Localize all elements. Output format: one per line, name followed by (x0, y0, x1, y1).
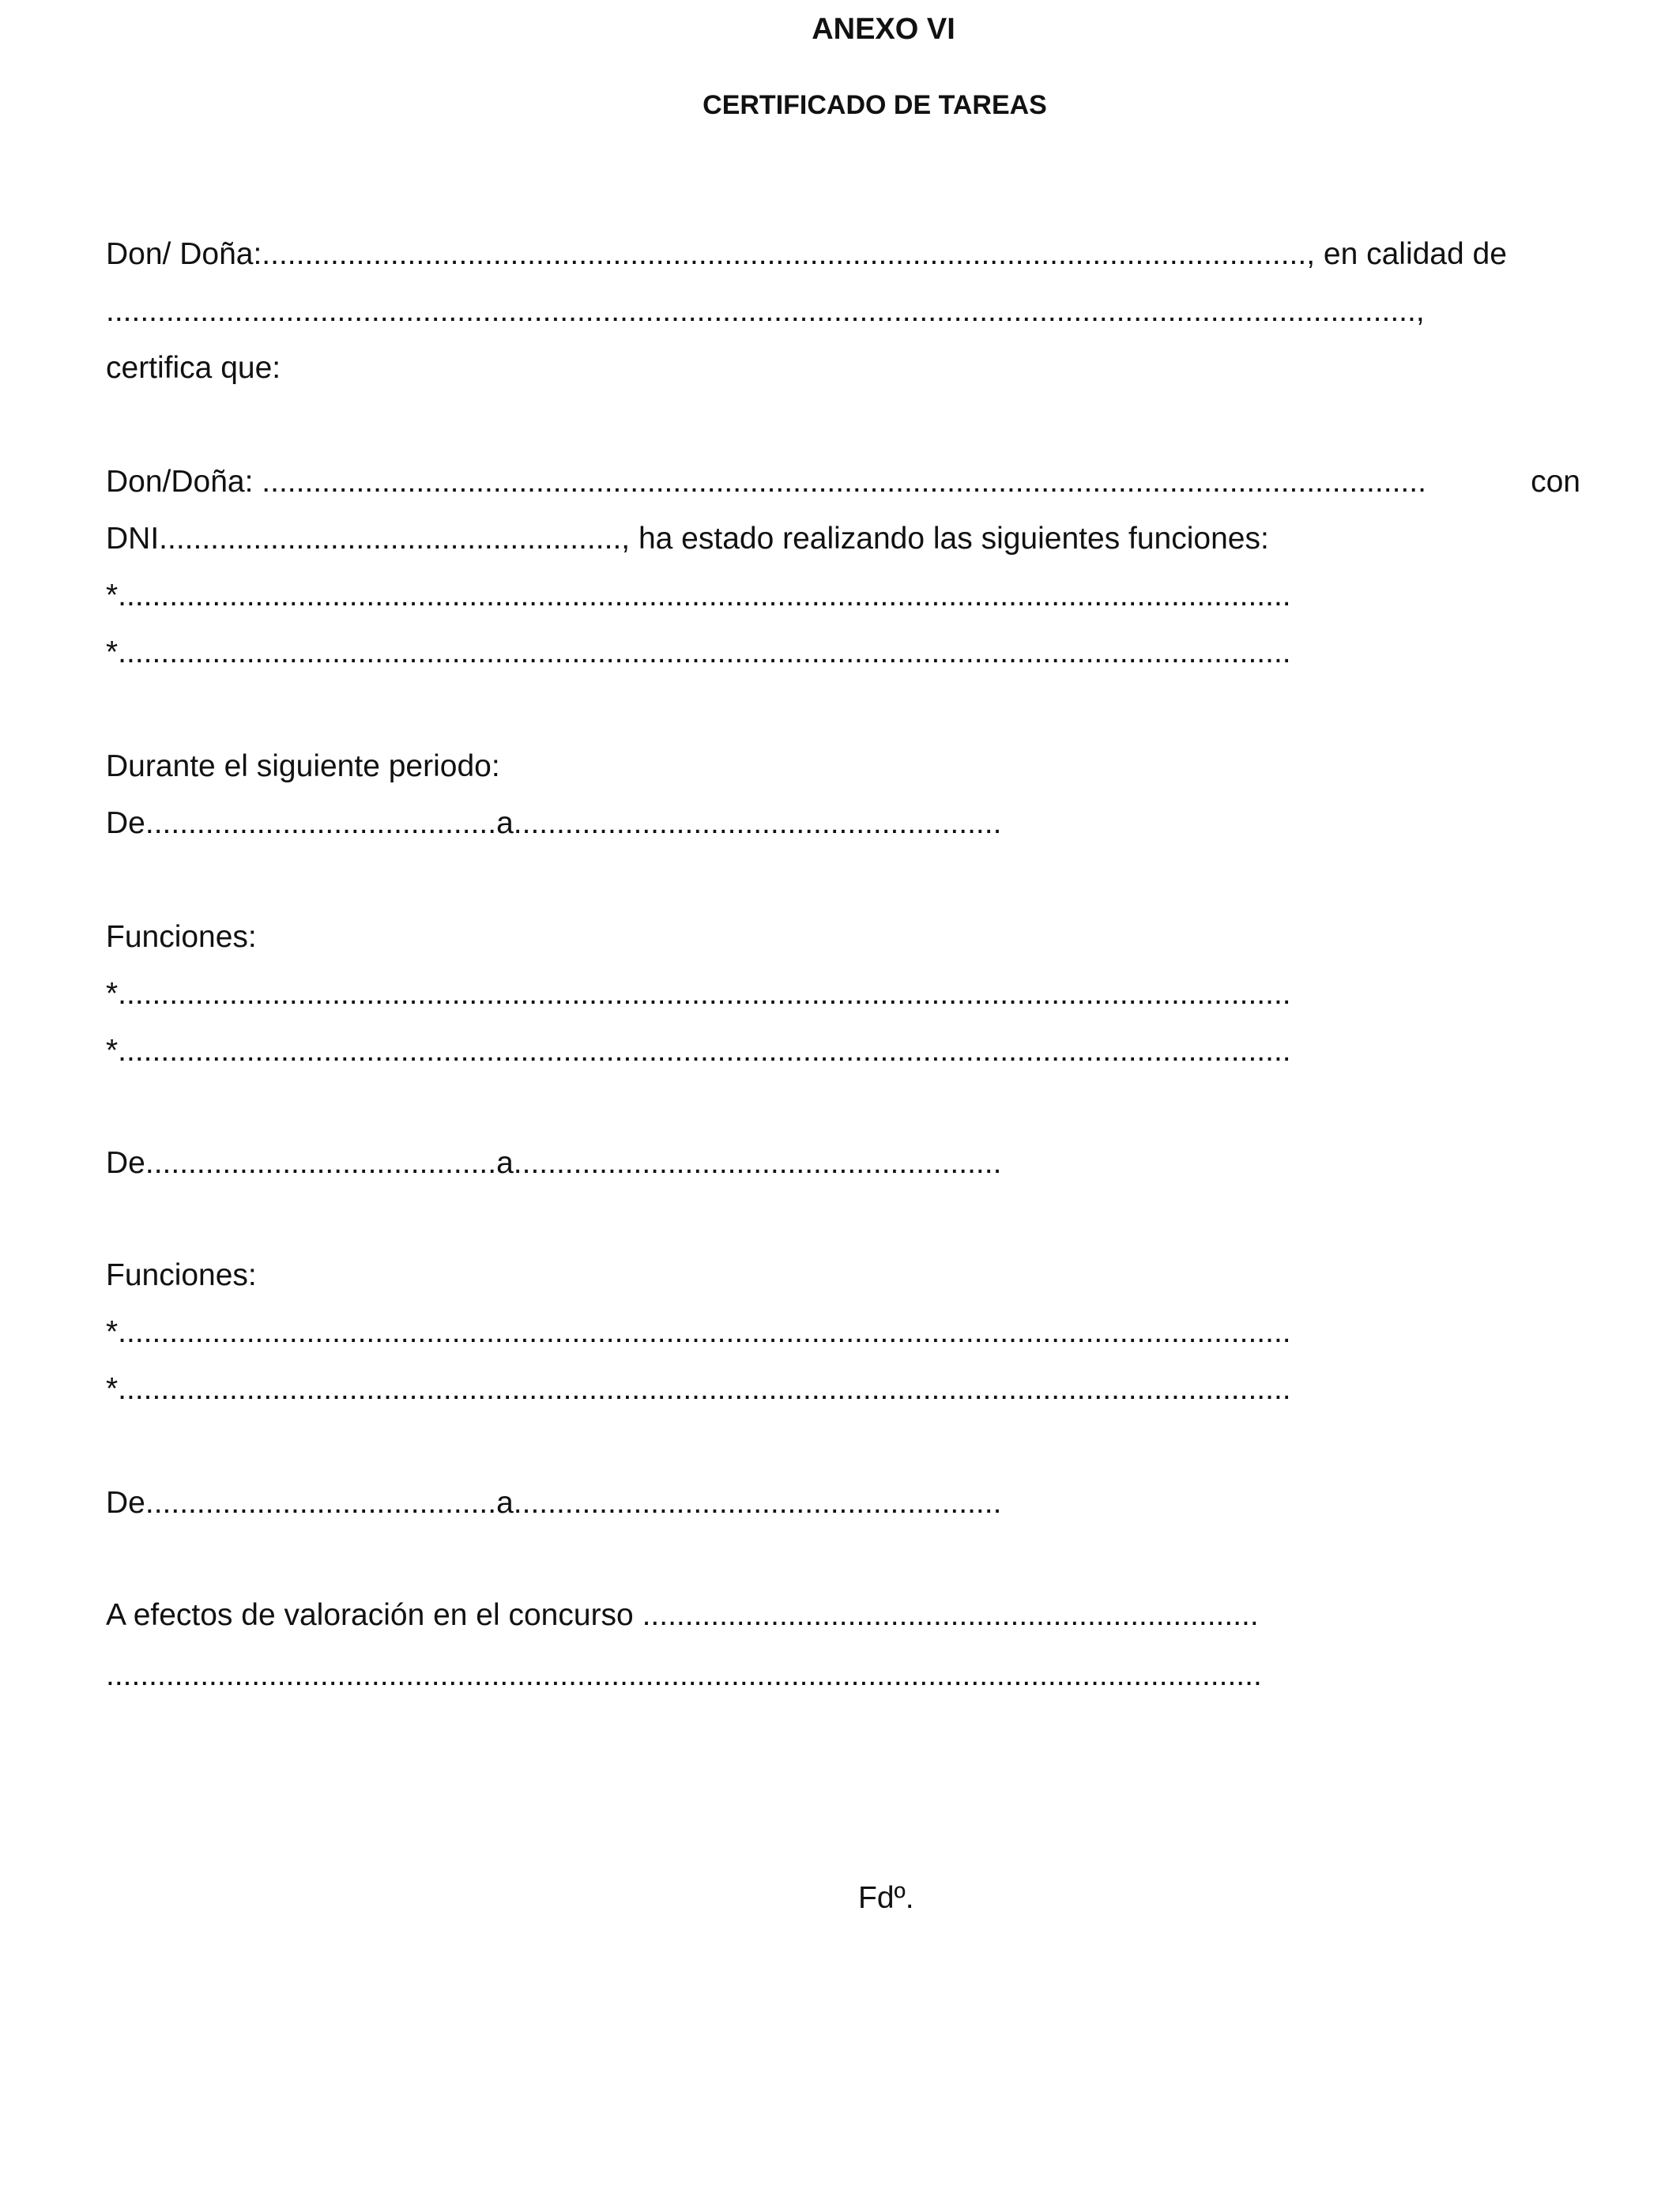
employee-function-line: *......................................................................................................................................... (106, 635, 1291, 669)
signature-label: Fdº. (858, 1881, 914, 1915)
employee-name-line (106, 466, 1580, 497)
certifier-name-line: Don/ Doña:.........................................................................................................................., en calidad de (106, 237, 1507, 271)
employee-dni-line: DNI......................................................, ha estado realizando las siguientes funciones: (106, 522, 1269, 556)
functions-label: Funciones: (106, 920, 257, 954)
purpose-continuation-line: ....................................................................................................................................... (106, 1658, 1262, 1692)
annex-title: ANEXO VI (812, 13, 955, 46)
period-range-line: De.........................................a......................................................... (106, 1486, 1002, 1520)
period-range-line: De.........................................a......................................................... (106, 1146, 1002, 1180)
period-range-line: De.........................................a......................................................... (106, 806, 1002, 840)
functions-label: Funciones: (106, 1258, 257, 1292)
employee-name-field: Don/Doña: ........................................................................................................................................ (106, 465, 1426, 499)
certifier-role-line: ........................................................................................................................................................., (106, 294, 1425, 328)
employee-function-line: *......................................................................................................................................... (106, 579, 1291, 613)
purpose-line: A efectos de valoración en el concurso ........................................................................ (106, 1598, 1259, 1632)
certifies-text: certifica que: (106, 351, 281, 385)
period-function-line: *......................................................................................................................................... (106, 1315, 1291, 1349)
period-function-line: *......................................................................................................................................... (106, 1034, 1291, 1068)
document-title: CERTIFICADO DE TAREAS (703, 90, 1047, 120)
period-intro: Durante el siguiente periodo: (106, 749, 500, 783)
period-function-line: *......................................................................................................................................... (106, 1372, 1291, 1406)
period-function-line: *......................................................................................................................................... (106, 977, 1291, 1011)
employee-con-text: con (1531, 465, 1580, 499)
